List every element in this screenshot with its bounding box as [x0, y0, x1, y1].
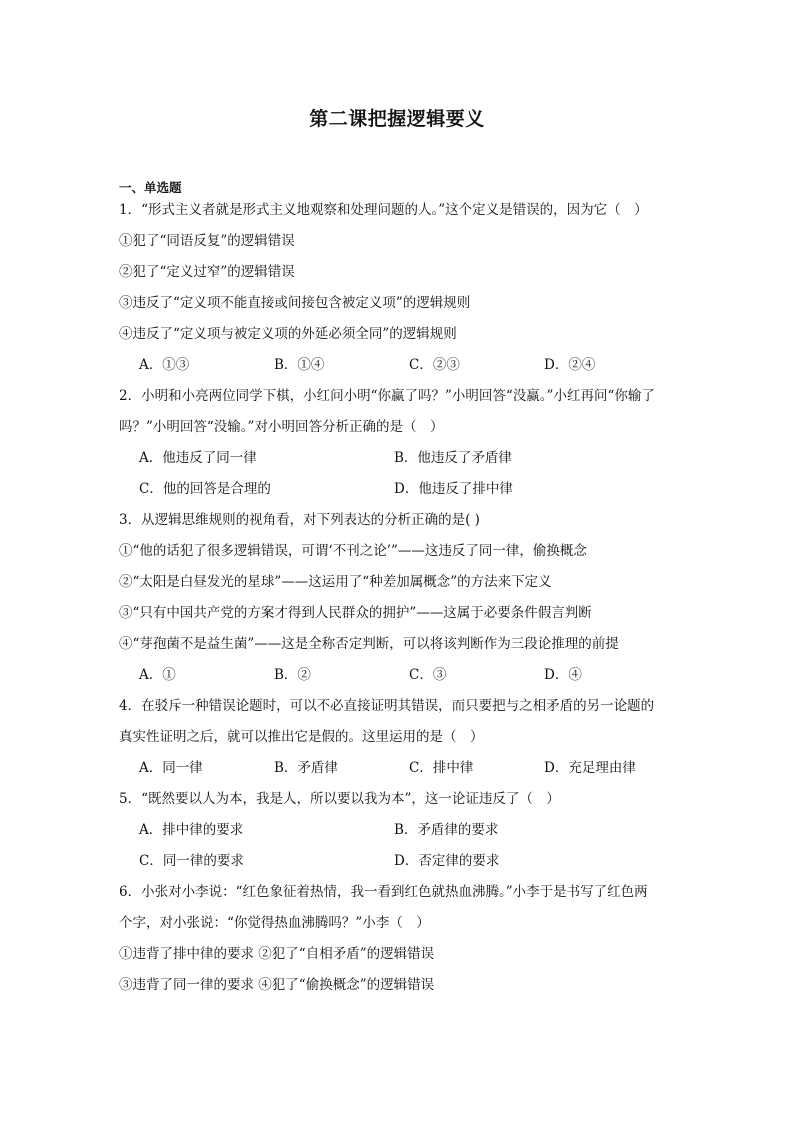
statement: ④“芽孢菌不是益生菌”——这是全称否定判断，可以将该判断作为三段论推理的前提	[119, 636, 619, 652]
option-a: A．排中律的要求	[139, 822, 244, 838]
stem-line: 4．在驳斥一种错误论题时，可以不必直接证明其错误，而只要把与之相矛盾的另一论题的	[119, 698, 655, 714]
section-heading: 一、单选题	[119, 180, 182, 195]
option-c: C．同一律的要求	[139, 853, 244, 869]
statement: ②“太阳是白昼发光的星球”——这运用了“种差加属概念”的方法来下定义	[119, 574, 552, 590]
question-4	[119, 696, 679, 778]
question-stem	[119, 510, 679, 530]
option-a: A．同一律	[139, 760, 203, 776]
question-stem	[119, 882, 679, 933]
statement: ③“只有中国共产党的方案才得到人民群众的拥护”——这属于必要条件假言判断	[119, 605, 592, 621]
option-b: B．他违反了矛盾律	[394, 450, 512, 466]
option-b: B．矛盾律的要求	[394, 822, 499, 838]
statement: ①“他的话犯了很多逻辑错误，可谓‘不刊之论’”——这违反了同一律，偷换概念	[119, 543, 587, 559]
stem-line: 5．“既然要以人为本，我是人，所以要以我为本”，这一论证违反了（ ）	[119, 791, 560, 807]
option-b: B．①④	[274, 357, 325, 373]
answer-options	[119, 448, 679, 510]
option-b: B．②	[274, 667, 311, 683]
statement: ①违背了排中律的要求 ②犯了“自相矛盾”的逻辑错误	[119, 946, 435, 962]
option-d: D．②④	[544, 357, 596, 373]
stem-line: 真实性证明之后，就可以推出它是假的。这里运用的是（ ）	[119, 729, 484, 745]
stem-line: 2．小明和小亮两位同学下棋，小红问小明“你赢了吗？”小明回答“没赢。”小红再问“你输了	[119, 388, 655, 404]
statement: ③违反了“定义项不能直接或间接包含被定义项”的逻辑规则	[119, 295, 471, 311]
statement: ①犯了“同语反复”的逻辑错误	[119, 233, 295, 249]
question-stem	[119, 789, 679, 809]
question-2	[119, 386, 679, 510]
answer-options	[119, 820, 679, 882]
option-b: B．矛盾律	[274, 760, 338, 776]
stem-line: 吗？”小明回答“没输。”对小明回答分析正确的是（ ）	[119, 419, 444, 435]
question-1	[119, 200, 679, 375]
option-a: A．①	[139, 667, 176, 683]
option-c: C．他的回答是合理的	[139, 481, 271, 497]
option-d: D．否定律的要求	[394, 853, 500, 869]
question-stem	[119, 696, 679, 747]
option-d: D．他违反了排中律	[394, 481, 513, 497]
option-d: D．④	[544, 667, 582, 683]
statement: ②犯了“定义过窄”的逻辑错误	[119, 264, 295, 280]
statement: ③违背了同一律的要求 ④犯了“偷换概念”的逻辑错误	[119, 977, 435, 993]
stem-line: 1．“形式主义者就是形式主义地观察和处理问题的人。”这个定义是错误的，因为它（ ）	[119, 202, 648, 218]
question-5	[119, 789, 679, 882]
question-stem	[119, 386, 679, 437]
option-c: C．排中律	[409, 760, 474, 776]
answer-options	[119, 758, 679, 778]
document-title: 第二课把握逻辑要义	[309, 108, 485, 130]
question-stem	[119, 200, 679, 220]
question-3	[119, 510, 679, 685]
stem-line: 3．从逻辑思维规则的视角看，对下列表达的分析正确的是( )	[119, 512, 480, 528]
option-a: A．他违反了同一律	[139, 450, 257, 466]
option-c: C．②③	[409, 357, 460, 373]
question-6	[119, 882, 679, 995]
option-c: C．③	[409, 667, 447, 683]
answer-options	[119, 665, 679, 685]
stem-line: 6．小张对小李说：“红色象征着热情，我一看到红色就热血沸腾。”小李于是书写了红色两	[119, 884, 648, 900]
option-d: D．充足理由律	[544, 760, 636, 776]
statement: ④违反了“定义项与被定义项的外延必须全同”的逻辑规则	[119, 326, 457, 342]
stem-line: 个字，对小张说：“你觉得热血沸腾吗？”小李（ ）	[119, 915, 430, 931]
document-content	[119, 178, 679, 1006]
answer-options	[119, 355, 679, 375]
option-a: A．①③	[139, 357, 190, 373]
